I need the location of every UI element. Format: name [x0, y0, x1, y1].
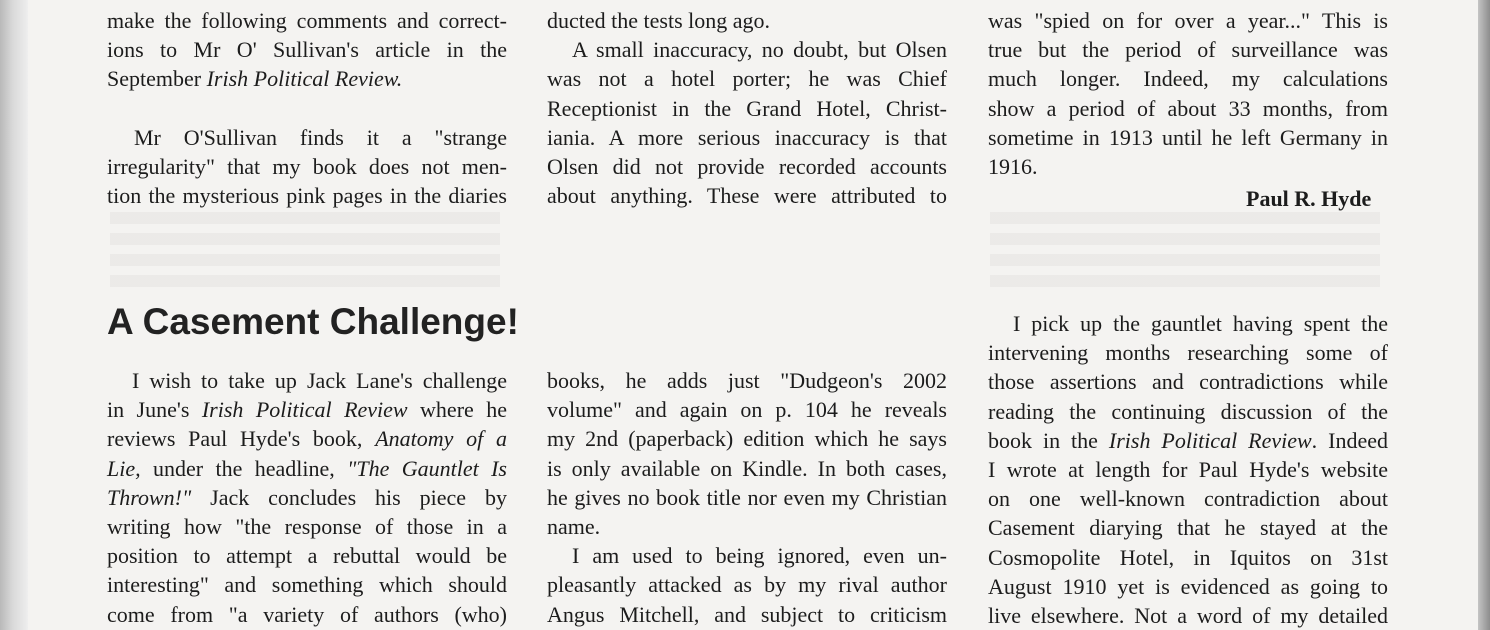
text-line: reviews Paul Hyde's book, Anatomy of a	[107, 426, 507, 452]
text-line: reading the continuing discussion of the	[988, 398, 1388, 424]
book-title: Lie,	[107, 455, 141, 481]
text-line: those assertions and contradictions while	[988, 369, 1388, 395]
publication-title: Irish Political Review	[201, 397, 408, 423]
scan-edge-right	[1478, 0, 1490, 630]
text-line: Lie, under the headline, "The Gauntlet Is	[107, 455, 507, 481]
text-line: I wrote at length for Paul Hyde's website	[988, 456, 1388, 482]
text-line: my 2nd (paperback) edition which he says	[547, 426, 947, 452]
text-line: name.	[547, 513, 601, 539]
text-line: volume" and again on p. 104 he reveals	[547, 397, 947, 423]
text-line: I pick up the gauntlet having spent the	[1013, 311, 1388, 336]
text-line: was not a hotel porter; he was Chief	[547, 66, 947, 92]
text-line: 1916.	[988, 153, 1038, 179]
text-line: tion the mysterious pink pages in the diaries	[107, 182, 507, 208]
text-line: Mr O'Sullivan finds it a "strange	[134, 124, 507, 150]
text-line: true but the period of surveillance was	[988, 37, 1388, 63]
text-line: sometime in 1913 until he left Germany in	[988, 124, 1388, 150]
letter-column-1	[107, 6, 507, 210]
text-line: position to attempt a rebuttal would be	[107, 543, 507, 569]
text-line: Angus Mitchell, and subject to criticism	[547, 601, 947, 627]
text-line: Casement diarying that he stayed at the	[988, 515, 1388, 541]
text-line: live elsewhere. Not a word of my detailed	[988, 602, 1388, 628]
letter-column-2	[547, 6, 947, 210]
headline-quote: "The Gauntlet Is	[347, 455, 507, 481]
text-line: was "spied on for over a year..." This is	[988, 8, 1388, 33]
letter-column-3	[988, 6, 1388, 181]
publication-title: Irish Political Review	[1108, 427, 1312, 453]
headline-quote: Thrown!"	[107, 484, 192, 510]
text-line: is only available on Kindle. In both cases,	[547, 455, 947, 481]
text-line: much longer. Indeed, my calculations	[988, 66, 1388, 92]
article-headline: A Casement Challenge!	[107, 301, 519, 342]
scan-edge-left	[0, 0, 28, 630]
text-line: pleasantly attacked as by my rival author	[547, 572, 947, 598]
bleed-through-shadow	[110, 212, 500, 292]
text-line: books, he adds just "Dudgeon's 2002	[547, 368, 947, 393]
bleed-through-shadow	[990, 212, 1380, 292]
text-line: book in the Irish Political Review. Indeed	[988, 427, 1388, 453]
letter-signature: Paul R. Hyde	[1246, 186, 1372, 211]
text-line: September Irish Political Review.	[107, 66, 403, 92]
text-line: I am used to being ignored, even un-	[572, 543, 947, 569]
text-line: about anything. These were attributed to	[547, 183, 947, 209]
text-line: Cosmopolite Hotel, in Iquitos on 31st	[988, 544, 1388, 570]
text-line: iania. A more serious inaccuracy is that	[547, 124, 947, 150]
text-line: interesting" and something which should	[107, 572, 507, 598]
article-column-3	[988, 309, 1388, 630]
publication-title: Irish Political Review.	[206, 66, 403, 92]
text-line: he gives no book title nor even my Christian	[547, 484, 947, 510]
text-line: ions to Mr O' Sullivan's article in the	[107, 37, 507, 63]
text-line: come from "a variety of authors (who)	[107, 601, 507, 627]
text-line: intervening months researching some of	[988, 340, 1388, 366]
text-line: Receptionist in the Grand Hotel, Christ-	[547, 95, 947, 121]
text-line: show a period of about 33 months, from	[988, 95, 1388, 121]
text-line: make the following comments and correct-	[107, 8, 507, 33]
text-line: writing how "the response of those in a	[107, 513, 507, 539]
text-line: A small inaccuracy, no doubt, but Olsen	[572, 37, 947, 63]
text-line: I wish to take up Jack Lane's challenge	[132, 368, 507, 393]
text-line: on one well-known contradiction about	[988, 486, 1388, 512]
book-title: Anatomy of a	[375, 426, 507, 452]
text-line: in June's Irish Political Review where he	[107, 397, 507, 423]
text-line: irregularity" that my book does not men-	[107, 153, 507, 179]
text-line: August 1910 yet is evidenced as going to	[988, 573, 1388, 599]
text-line: Thrown!" Jack concludes his piece by	[107, 484, 507, 510]
text-line: Olsen did not provide recorded accounts	[547, 153, 947, 179]
article-column-2	[547, 366, 947, 629]
text-line: ducted the tests long ago.	[547, 8, 771, 33]
article-column-1	[107, 366, 507, 629]
